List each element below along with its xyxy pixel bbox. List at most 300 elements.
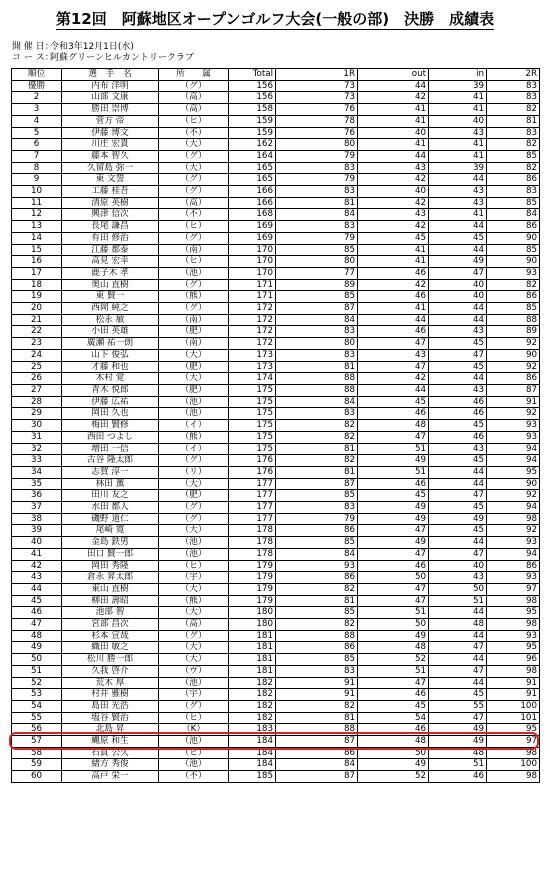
- rank-cell: 11: [12, 197, 62, 209]
- round1-cell: 85: [276, 490, 358, 502]
- round2-cell: 85: [487, 244, 540, 256]
- in-cell: 41: [429, 92, 487, 104]
- out-cell: 43: [358, 162, 429, 174]
- total-cell: 174: [229, 373, 276, 385]
- affiliation-cell: （ヒ）: [159, 560, 229, 572]
- out-cell: 46: [358, 724, 429, 736]
- col-total-header: Total: [229, 69, 276, 81]
- total-cell: 178: [229, 548, 276, 560]
- round2-cell: 85: [487, 150, 540, 162]
- rank-cell: 9: [12, 174, 62, 186]
- table-row: [12, 115, 540, 127]
- total-cell: 175: [229, 396, 276, 408]
- round1-cell: 83: [276, 186, 358, 198]
- player-name-cell: 西田 つよし: [62, 431, 159, 443]
- in-cell: 44: [429, 221, 487, 233]
- player-name-cell: 緒方 秀俊: [62, 759, 159, 771]
- affiliation-cell: （池）: [159, 759, 229, 771]
- table-row: [12, 80, 540, 92]
- affiliation-cell: （イ）: [159, 420, 229, 432]
- total-cell: 176: [229, 455, 276, 467]
- rank-cell: 8: [12, 162, 62, 174]
- round2-cell: 93: [487, 630, 540, 642]
- table-row: [12, 361, 540, 373]
- round2-cell: 97: [487, 583, 540, 595]
- round2-cell: 95: [487, 724, 540, 736]
- round2-cell: 88: [487, 314, 540, 326]
- rank-cell: 16: [12, 256, 62, 268]
- round1-cell: 85: [276, 244, 358, 256]
- round2-cell: 90: [487, 232, 540, 244]
- total-cell: 158: [229, 104, 276, 116]
- total-cell: 179: [229, 595, 276, 607]
- player-name-cell: 田口 賢一郎: [62, 548, 159, 560]
- total-cell: 170: [229, 256, 276, 268]
- rank-cell: 3: [12, 104, 62, 116]
- in-cell: 41: [429, 209, 487, 221]
- rank-cell: 52: [12, 677, 62, 689]
- round1-cell: 80: [276, 256, 358, 268]
- in-cell: 44: [429, 607, 487, 619]
- round2-cell: 94: [487, 502, 540, 514]
- table-row: [12, 548, 540, 560]
- affiliation-cell: （肥）: [159, 361, 229, 373]
- round1-cell: 83: [276, 502, 358, 514]
- out-cell: 46: [358, 291, 429, 303]
- out-cell: 47: [358, 548, 429, 560]
- table-row: [12, 150, 540, 162]
- total-cell: 179: [229, 572, 276, 584]
- out-cell: 41: [358, 104, 429, 116]
- player-name-cell: 杉本 宣哉: [62, 630, 159, 642]
- rank-cell: 57: [12, 736, 62, 748]
- table-row: [12, 291, 540, 303]
- round2-cell: 98: [487, 665, 540, 677]
- player-name-cell: 青木 悦郎: [62, 384, 159, 396]
- affiliation-cell: （グ）: [159, 232, 229, 244]
- total-cell: 175: [229, 431, 276, 443]
- in-cell: 44: [429, 654, 487, 666]
- total-cell: 165: [229, 174, 276, 186]
- round1-cell: 82: [276, 700, 358, 712]
- results-table: [11, 68, 540, 783]
- table-row: [12, 279, 540, 291]
- round1-cell: 84: [276, 396, 358, 408]
- in-cell: 46: [429, 771, 487, 783]
- out-cell: 41: [358, 139, 429, 151]
- affiliation-cell: （肥）: [159, 326, 229, 338]
- out-cell: 46: [358, 560, 429, 572]
- affiliation-cell: （肥）: [159, 490, 229, 502]
- round2-cell: 92: [487, 490, 540, 502]
- round2-cell: 98: [487, 595, 540, 607]
- player-name-cell: 村井 雅樹: [62, 689, 159, 701]
- round1-cell: 89: [276, 279, 358, 291]
- round1-cell: 81: [276, 466, 358, 478]
- affiliation-cell: （大）: [159, 583, 229, 595]
- rank-cell: 37: [12, 502, 62, 514]
- table-row: [12, 455, 540, 467]
- affiliation-cell: （熊）: [159, 595, 229, 607]
- player-name-cell: 内布 洋明: [62, 80, 159, 92]
- player-name-cell: 久留島 弥一: [62, 162, 159, 174]
- table-row: [12, 139, 540, 151]
- round2-cell: 92: [487, 408, 540, 420]
- col-rank-header: 順位: [12, 69, 62, 81]
- round2-cell: 92: [487, 525, 540, 537]
- table-row: [12, 677, 540, 689]
- player-name-cell: 岡田 久也: [62, 408, 159, 420]
- table-row: [12, 712, 540, 724]
- affiliation-cell: （グ）: [159, 513, 229, 525]
- table-row: [12, 572, 540, 584]
- in-cell: 44: [429, 174, 487, 186]
- out-cell: 48: [358, 420, 429, 432]
- table-row: [12, 619, 540, 631]
- rank-cell: 43: [12, 572, 62, 584]
- in-cell: 41: [429, 150, 487, 162]
- round1-cell: 82: [276, 455, 358, 467]
- in-cell: 44: [429, 677, 487, 689]
- rank-cell: 60: [12, 771, 62, 783]
- in-cell: 45: [429, 502, 487, 514]
- round1-cell: 81: [276, 443, 358, 455]
- rank-cell: 24: [12, 349, 62, 361]
- affiliation-cell: （グ）: [159, 174, 229, 186]
- rank-cell: 17: [12, 267, 62, 279]
- in-cell: 43: [429, 572, 487, 584]
- in-cell: 44: [429, 303, 487, 315]
- rank-cell: 55: [12, 712, 62, 724]
- in-cell: 48: [429, 619, 487, 631]
- total-cell: 178: [229, 537, 276, 549]
- rank-cell: 19: [12, 291, 62, 303]
- out-cell: 51: [358, 466, 429, 478]
- round1-cell: 88: [276, 724, 358, 736]
- rank-cell: 32: [12, 443, 62, 455]
- col-in-header: in: [429, 69, 487, 81]
- in-cell: 46: [429, 396, 487, 408]
- round2-cell: 83: [487, 80, 540, 92]
- affiliation-cell: （池）: [159, 408, 229, 420]
- round1-cell: 79: [276, 513, 358, 525]
- round1-cell: 88: [276, 630, 358, 642]
- total-cell: 181: [229, 630, 276, 642]
- table-row: [12, 92, 540, 104]
- table-row: [12, 583, 540, 595]
- player-name-cell: 高戸 栄一: [62, 771, 159, 783]
- player-name-cell: 有田 修治: [62, 232, 159, 244]
- table-row: [12, 490, 540, 502]
- player-name-cell: 磯野 道仁: [62, 513, 159, 525]
- total-cell: 173: [229, 349, 276, 361]
- rank-cell: 29: [12, 408, 62, 420]
- total-cell: 171: [229, 279, 276, 291]
- table-row: [12, 502, 540, 514]
- total-cell: 181: [229, 665, 276, 677]
- round1-cell: 84: [276, 759, 358, 771]
- player-name-cell: 織田 敏之: [62, 642, 159, 654]
- course-label: コ ー ス：: [12, 53, 54, 63]
- round1-cell: 79: [276, 150, 358, 162]
- player-name-cell: 才藤 和也: [62, 361, 159, 373]
- total-cell: 170: [229, 267, 276, 279]
- affiliation-cell: （ヒ）: [159, 115, 229, 127]
- out-cell: 44: [358, 314, 429, 326]
- affiliation-cell: （池）: [159, 396, 229, 408]
- rank-cell: 33: [12, 455, 62, 467]
- table-row: [12, 431, 540, 443]
- round1-cell: 84: [276, 314, 358, 326]
- player-name-cell: 藤本 智久: [62, 150, 159, 162]
- in-cell: 43: [429, 186, 487, 198]
- table-row: [12, 771, 540, 783]
- in-cell: 48: [429, 747, 487, 759]
- total-cell: 178: [229, 525, 276, 537]
- in-cell: 45: [429, 338, 487, 350]
- in-cell: 47: [429, 349, 487, 361]
- affiliation-cell: （熊）: [159, 431, 229, 443]
- table-row: [12, 443, 540, 455]
- in-cell: 45: [429, 361, 487, 373]
- player-name-cell: 山部 文康: [62, 92, 159, 104]
- rank-cell: 58: [12, 747, 62, 759]
- round1-cell: 91: [276, 677, 358, 689]
- in-cell: 41: [429, 139, 487, 151]
- table-row: [12, 303, 540, 315]
- in-cell: 46: [429, 431, 487, 443]
- total-cell: 182: [229, 689, 276, 701]
- total-cell: 185: [229, 771, 276, 783]
- in-cell: 51: [429, 595, 487, 607]
- in-cell: 41: [429, 104, 487, 116]
- table-row: [12, 174, 540, 186]
- round1-cell: 82: [276, 431, 358, 443]
- total-cell: 159: [229, 115, 276, 127]
- in-cell: 44: [429, 537, 487, 549]
- out-cell: 46: [358, 326, 429, 338]
- table-row: [12, 478, 540, 490]
- affiliation-cell: （大）: [159, 478, 229, 490]
- affiliation-cell: （大）: [159, 525, 229, 537]
- out-cell: 42: [358, 279, 429, 291]
- table-row: [12, 595, 540, 607]
- round1-cell: 91: [276, 689, 358, 701]
- player-name-cell: 川庄 宏貴: [62, 139, 159, 151]
- in-cell: 47: [429, 267, 487, 279]
- player-name-cell: 宮部 昌次: [62, 619, 159, 631]
- out-cell: 41: [358, 115, 429, 127]
- out-cell: 43: [358, 209, 429, 221]
- affiliation-cell: （大）: [159, 654, 229, 666]
- out-cell: 45: [358, 490, 429, 502]
- player-name-cell: 奥山 直樹: [62, 279, 159, 291]
- round2-cell: 98: [487, 771, 540, 783]
- table-row: [12, 665, 540, 677]
- out-cell: 49: [358, 502, 429, 514]
- player-name-cell: 東山 直樹: [62, 583, 159, 595]
- in-cell: 46: [429, 408, 487, 420]
- rank-cell: 51: [12, 665, 62, 677]
- affiliation-cell: （高）: [159, 197, 229, 209]
- in-cell: 45: [429, 455, 487, 467]
- rank-cell: 28: [12, 396, 62, 408]
- round2-cell: 90: [487, 478, 540, 490]
- player-name-cell: 伊藤 広祐: [62, 396, 159, 408]
- table-row: [12, 104, 540, 116]
- round2-cell: 87: [487, 384, 540, 396]
- event-date: [12, 42, 134, 53]
- rank-cell: 40: [12, 537, 62, 549]
- player-name-cell: 清原 英樹: [62, 197, 159, 209]
- table-row: [12, 197, 540, 209]
- affiliation-cell: （グ）: [159, 80, 229, 92]
- affiliation-cell: （大）: [159, 373, 229, 385]
- rank-cell: 38: [12, 513, 62, 525]
- affiliation-cell: （K）: [159, 724, 229, 736]
- in-cell: 43: [429, 127, 487, 139]
- player-name-cell: 島田 光浩: [62, 700, 159, 712]
- out-cell: 47: [358, 361, 429, 373]
- round2-cell: 94: [487, 443, 540, 455]
- round2-cell: 84: [487, 209, 540, 221]
- player-name-cell: 久我 啓介: [62, 665, 159, 677]
- rank-cell: 36: [12, 490, 62, 502]
- table-row: [12, 700, 540, 712]
- affiliation-cell: （グ）: [159, 186, 229, 198]
- rank-cell: 12: [12, 209, 62, 221]
- total-cell: 180: [229, 619, 276, 631]
- in-cell: 49: [429, 724, 487, 736]
- round1-cell: 73: [276, 80, 358, 92]
- in-cell: 45: [429, 232, 487, 244]
- player-name-cell: 金島 鉄男: [62, 537, 159, 549]
- round1-cell: 78: [276, 115, 358, 127]
- in-cell: 44: [429, 314, 487, 326]
- round2-cell: 82: [487, 104, 540, 116]
- col-round2-header: 2R: [487, 69, 540, 81]
- out-cell: 47: [358, 525, 429, 537]
- total-cell: 181: [229, 654, 276, 666]
- in-cell: 40: [429, 279, 487, 291]
- player-name-cell: 木村 覚: [62, 373, 159, 385]
- player-name-cell: 蝿原 和生: [62, 736, 159, 748]
- out-cell: 42: [358, 373, 429, 385]
- table-row: [12, 537, 540, 549]
- out-cell: 51: [358, 443, 429, 455]
- out-cell: 41: [358, 244, 429, 256]
- round2-cell: 82: [487, 279, 540, 291]
- round2-cell: 91: [487, 689, 540, 701]
- rank-cell: 4: [12, 115, 62, 127]
- round1-cell: 80: [276, 139, 358, 151]
- affiliation-cell: （肥）: [159, 384, 229, 396]
- affiliation-cell: （ヒ）: [159, 221, 229, 233]
- table-row: [12, 466, 540, 478]
- round2-cell: 82: [487, 139, 540, 151]
- round1-cell: 93: [276, 560, 358, 572]
- round2-cell: 90: [487, 256, 540, 268]
- out-cell: 40: [358, 127, 429, 139]
- round1-cell: 83: [276, 665, 358, 677]
- table-row: [12, 256, 540, 268]
- affiliation-cell: （池）: [159, 677, 229, 689]
- rank-cell: 22: [12, 326, 62, 338]
- affiliation-cell: （ヒ）: [159, 747, 229, 759]
- rank-cell: 53: [12, 689, 62, 701]
- in-cell: 47: [429, 490, 487, 502]
- player-name-cell: 志賀 淳一: [62, 466, 159, 478]
- in-cell: 44: [429, 373, 487, 385]
- rank-cell: 31: [12, 431, 62, 443]
- round1-cell: 85: [276, 291, 358, 303]
- player-name-cell: 山下 俊弘: [62, 349, 159, 361]
- table-row: [12, 420, 540, 432]
- out-cell: 48: [358, 642, 429, 654]
- table-row: [12, 162, 540, 174]
- total-cell: 171: [229, 291, 276, 303]
- round2-cell: 83: [487, 186, 540, 198]
- affiliation-cell: （グ）: [159, 502, 229, 514]
- total-cell: 175: [229, 408, 276, 420]
- total-cell: 172: [229, 326, 276, 338]
- affiliation-cell: （大）: [159, 642, 229, 654]
- affiliation-cell: （宇）: [159, 689, 229, 701]
- in-cell: 44: [429, 630, 487, 642]
- out-cell: 50: [358, 572, 429, 584]
- round1-cell: 76: [276, 127, 358, 139]
- round2-cell: 94: [487, 455, 540, 467]
- player-name-cell: 高見 宏幸: [62, 256, 159, 268]
- total-cell: 177: [229, 478, 276, 490]
- total-cell: 176: [229, 466, 276, 478]
- out-cell: 41: [358, 303, 429, 315]
- in-cell: 44: [429, 478, 487, 490]
- rank-cell: 39: [12, 525, 62, 537]
- round1-cell: 82: [276, 583, 358, 595]
- affiliation-cell: （ヴ）: [159, 665, 229, 677]
- in-cell: 49: [429, 513, 487, 525]
- affiliation-cell: （グ）: [159, 455, 229, 467]
- in-cell: 43: [429, 197, 487, 209]
- rank-cell: 41: [12, 548, 62, 560]
- affiliation-cell: （大）: [159, 139, 229, 151]
- total-cell: 184: [229, 747, 276, 759]
- player-name-cell: 長尾 謙昌: [62, 221, 159, 233]
- total-cell: 182: [229, 700, 276, 712]
- round2-cell: 93: [487, 431, 540, 443]
- out-cell: 52: [358, 771, 429, 783]
- rank-cell: 27: [12, 384, 62, 396]
- player-name-cell: 田川 友之: [62, 490, 159, 502]
- player-name-cell: 菅方 帝: [62, 115, 159, 127]
- rank-cell: 18: [12, 279, 62, 291]
- total-cell: 175: [229, 384, 276, 396]
- affiliation-cell: （池）: [159, 548, 229, 560]
- out-cell: 49: [358, 630, 429, 642]
- player-name-cell: 荒木 厚: [62, 677, 159, 689]
- round1-cell: 83: [276, 326, 358, 338]
- in-cell: 40: [429, 291, 487, 303]
- out-cell: 48: [358, 736, 429, 748]
- table-row: [12, 513, 540, 525]
- out-cell: 47: [358, 677, 429, 689]
- out-cell: 51: [358, 665, 429, 677]
- player-name-cell: 石貫 公久: [62, 747, 159, 759]
- total-cell: 162: [229, 139, 276, 151]
- table-row: [12, 689, 540, 701]
- out-cell: 40: [358, 186, 429, 198]
